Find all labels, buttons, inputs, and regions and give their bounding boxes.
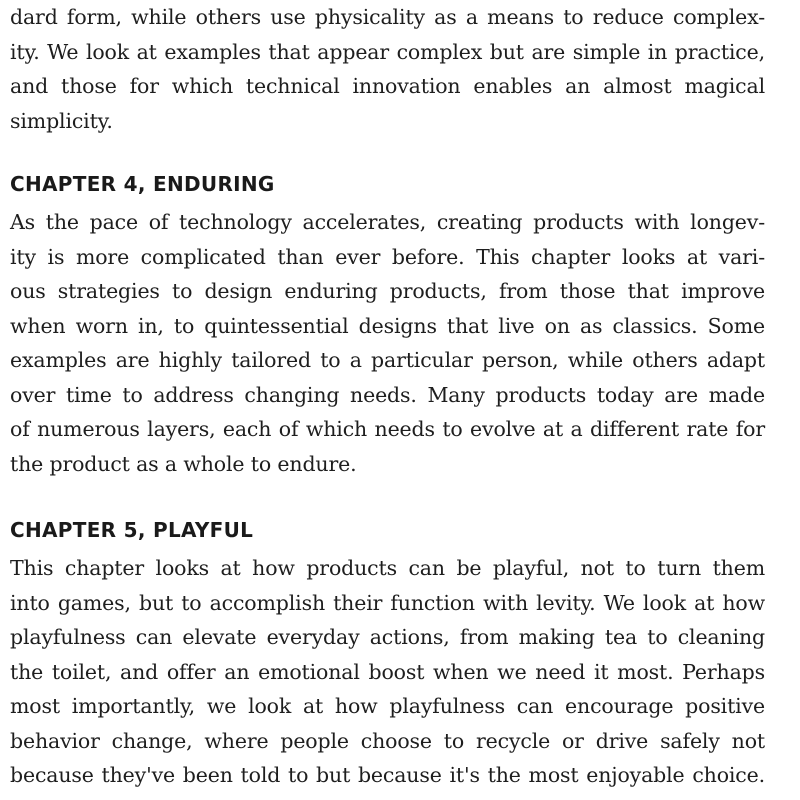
chapter-5-heading: CHAPTER 5, PLAYFUL	[10, 518, 254, 542]
paragraph-line: most importantly, we look at how playfulness can encourage positive	[10, 694, 765, 718]
intro-paragraph	[10, 0, 765, 138]
paragraph-line: simplicity.	[10, 108, 113, 133]
paragraph-line: because they've been told to but because it's the most enjoyable choice.	[10, 763, 765, 787]
paragraph-line: ity. We look at examples that appear complex but are simple in practice,	[10, 39, 765, 64]
paragraph-line: dard form, while others use physicality as a means to reduce complex-	[10, 5, 765, 29]
paragraph-line: playfulness can elevate everyday actions, from making tea to cleaning	[10, 625, 765, 649]
paragraph-line: the toilet, and offer an emotional boost when we need it most. Perhaps	[10, 659, 765, 684]
paragraph-line: into games, but to accomplish their function with levity. We look at how	[10, 590, 765, 615]
paragraph-line: As the pace of technology accelerates, creating products with longev-	[10, 210, 765, 234]
paragraph-line: This chapter looks at how products can be playful, not to turn them	[10, 556, 765, 580]
paragraph-line: ity is more complicated than ever before. This chapter looks at vari-	[10, 244, 765, 269]
paragraph-line: ous strategies to design enduring products, from those that improve	[10, 279, 765, 303]
chapter-4-heading: CHAPTER 4, ENDURING	[10, 172, 275, 196]
chapter-5-paragraph	[10, 551, 765, 793]
paragraph-line: over time to address changing needs. Many products today are made	[10, 382, 765, 407]
paragraph-line: and those for which technical innovation enables an almost magical	[10, 74, 765, 98]
paragraph-line: examples are highly tailored to a particular person, while others adapt	[10, 348, 765, 372]
paragraph-line: the product as a whole to endure.	[10, 451, 357, 476]
paragraph-line: behavior change, where people choose to recycle or drive safely not	[10, 728, 765, 753]
paragraph-line: when worn in, to quintessential designs that live on as classics. Some	[10, 313, 765, 338]
chapter-4-paragraph	[10, 205, 765, 481]
paragraph-line: of numerous layers, each of which needs to evolve at a different rate for	[10, 417, 765, 441]
